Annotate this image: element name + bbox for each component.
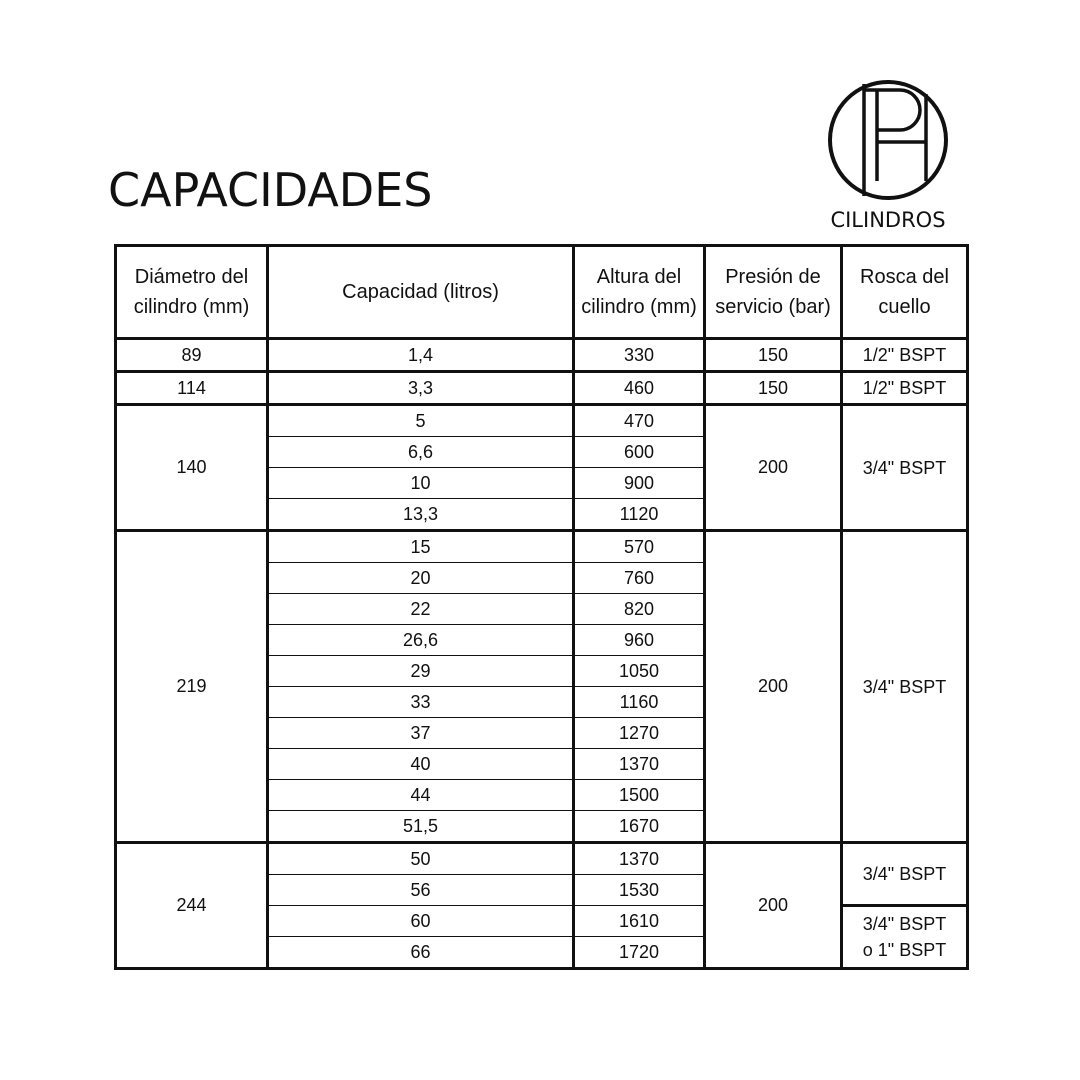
table-row <box>116 843 968 875</box>
cell-height: 1670 <box>574 811 705 843</box>
cell-neck-thread: 3/4" BSPT <box>842 405 968 531</box>
ph-monogram-icon <box>822 76 954 208</box>
cell-diameter: 219 <box>116 531 268 843</box>
cell-height: 1370 <box>574 843 705 875</box>
cell-capacity: 10 <box>268 468 574 499</box>
cell-height: 460 <box>574 372 705 405</box>
cell-capacity: 1,4 <box>268 339 574 372</box>
table-row <box>116 339 968 372</box>
cell-height: 960 <box>574 625 705 656</box>
header-height: Altura del cilindro (mm) <box>574 246 705 339</box>
cell-height: 1050 <box>574 656 705 687</box>
cell-height: 470 <box>574 405 705 437</box>
cell-height: 1530 <box>574 875 705 906</box>
cell-height: 1500 <box>574 780 705 811</box>
cell-capacity: 40 <box>268 749 574 780</box>
cell-height: 1120 <box>574 499 705 531</box>
cell-capacity: 26,6 <box>268 625 574 656</box>
header-capacity: Capacidad (litros) <box>268 246 574 339</box>
cell-capacity: 44 <box>268 780 574 811</box>
cell-pressure: 200 <box>705 405 842 531</box>
cell-capacity: 60 <box>268 906 574 937</box>
cell-neck-thread: 3/4" BSPT <box>842 843 968 906</box>
cell-capacity: 50 <box>268 843 574 875</box>
cell-capacity: 6,6 <box>268 437 574 468</box>
brand-logo <box>822 76 954 236</box>
cell-capacity: 37 <box>268 718 574 749</box>
cell-diameter: 114 <box>116 372 268 405</box>
cell-capacity: 3,3 <box>268 372 574 405</box>
cell-height: 330 <box>574 339 705 372</box>
cell-height: 600 <box>574 437 705 468</box>
cell-pressure: 200 <box>705 531 842 843</box>
cell-height: 1270 <box>574 718 705 749</box>
cell-neck-thread: 1/2" BSPT <box>842 339 968 372</box>
cell-height: 1610 <box>574 906 705 937</box>
page-title: CAPACIDADES <box>108 163 433 217</box>
cell-height: 900 <box>574 468 705 499</box>
table-header-row <box>116 246 968 339</box>
cell-capacity: 51,5 <box>268 811 574 843</box>
header-diameter: Diámetro del cilindro (mm) <box>116 246 268 339</box>
cell-height: 570 <box>574 531 705 563</box>
cell-height: 820 <box>574 594 705 625</box>
table-row <box>116 372 968 405</box>
cell-height: 1160 <box>574 687 705 718</box>
header-neck-thread: Rosca del cuello <box>842 246 968 339</box>
cell-pressure: 150 <box>705 372 842 405</box>
cell-pressure: 200 <box>705 843 842 969</box>
cell-capacity: 29 <box>268 656 574 687</box>
cell-height: 1720 <box>574 937 705 969</box>
cell-diameter: 89 <box>116 339 268 372</box>
table-body <box>116 339 968 969</box>
cell-neck-thread: 1/2" BSPT <box>842 372 968 405</box>
table-row <box>116 405 968 437</box>
cell-capacity: 56 <box>268 875 574 906</box>
capacity-table <box>114 244 969 970</box>
cell-capacity: 5 <box>268 405 574 437</box>
cell-capacity: 66 <box>268 937 574 969</box>
cell-capacity: 33 <box>268 687 574 718</box>
header-pressure: Presión de servicio (bar) <box>705 246 842 339</box>
cell-height: 1370 <box>574 749 705 780</box>
cell-capacity: 22 <box>268 594 574 625</box>
logo-wordmark: CILINDROS <box>830 208 946 232</box>
cell-neck-thread: 3/4" BSPT o 1" BSPT <box>842 906 968 969</box>
cell-capacity: 13,3 <box>268 499 574 531</box>
cell-pressure: 150 <box>705 339 842 372</box>
cell-diameter: 140 <box>116 405 268 531</box>
cell-capacity: 20 <box>268 563 574 594</box>
cell-capacity: 15 <box>268 531 574 563</box>
cell-neck-thread: 3/4" BSPT <box>842 531 968 843</box>
table-row <box>116 531 968 563</box>
cell-diameter: 244 <box>116 843 268 969</box>
cell-height: 760 <box>574 563 705 594</box>
